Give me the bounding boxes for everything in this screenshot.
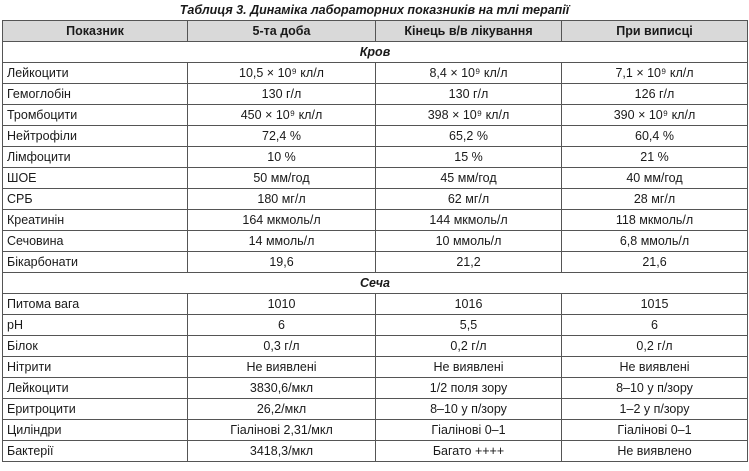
discharge-cell: 40 мм/год (562, 168, 748, 189)
end-iv-cell: 1016 (376, 294, 562, 315)
lab-results-table (2, 20, 748, 462)
discharge-cell: 118 мкмоль/л (562, 210, 748, 231)
discharge-cell: Гіалінові 0–1 (562, 420, 748, 441)
table-row (3, 189, 748, 210)
end-iv-cell: Багато ++++ (376, 441, 562, 462)
table-row (3, 336, 748, 357)
day-5-cell: Гіалінові 2,31/мкл (188, 420, 376, 441)
indicator-cell: Лімфоцити (3, 147, 188, 168)
indicator-cell: Бактерії (3, 441, 188, 462)
discharge-cell: 21,6 (562, 252, 748, 273)
header-discharge: При виписці (562, 21, 748, 42)
discharge-cell: 8–10 у п/зору (562, 378, 748, 399)
table-row (3, 105, 748, 126)
section-title: Сеча (3, 273, 748, 294)
end-iv-cell: 65,2 % (376, 126, 562, 147)
end-iv-cell: 130 г/л (376, 84, 562, 105)
table-row (3, 168, 748, 189)
day-5-cell: 180 мг/л (188, 189, 376, 210)
section-row (3, 273, 748, 294)
table-row (3, 84, 748, 105)
end-iv-cell: 5,5 (376, 315, 562, 336)
header-indicator: Показник (3, 21, 188, 42)
header-row (3, 21, 748, 42)
table-row (3, 231, 748, 252)
indicator-cell: Нейтрофіли (3, 126, 188, 147)
table-row (3, 399, 748, 420)
header-day-5: 5-та доба (188, 21, 376, 42)
indicator-cell: Циліндри (3, 420, 188, 441)
discharge-cell: Не виявлені (562, 357, 748, 378)
end-iv-cell: 62 мг/л (376, 189, 562, 210)
discharge-cell: 21 % (562, 147, 748, 168)
day-5-cell: 26,2/мкл (188, 399, 376, 420)
table-row (3, 252, 748, 273)
discharge-cell: Не виявлено (562, 441, 748, 462)
indicator-cell: СРБ (3, 189, 188, 210)
day-5-cell: 50 мм/год (188, 168, 376, 189)
day-5-cell: 3418,3/мкл (188, 441, 376, 462)
end-iv-cell: 10 ммоль/л (376, 231, 562, 252)
indicator-cell: Тромбоцити (3, 105, 188, 126)
end-iv-cell: 45 мм/год (376, 168, 562, 189)
discharge-cell: 0,2 г/л (562, 336, 748, 357)
table-row (3, 147, 748, 168)
day-5-cell: 72,4 % (188, 126, 376, 147)
day-5-cell: 6 (188, 315, 376, 336)
discharge-cell: 60,4 % (562, 126, 748, 147)
section-title: Кров (3, 42, 748, 63)
discharge-cell: 6 (562, 315, 748, 336)
table-row (3, 441, 748, 462)
day-5-cell: 10,5 × 10⁹ кл/л (188, 63, 376, 84)
day-5-cell: 3830,6/мкл (188, 378, 376, 399)
end-iv-cell: Гіалінові 0–1 (376, 420, 562, 441)
indicator-cell: pH (3, 315, 188, 336)
day-5-cell: 1010 (188, 294, 376, 315)
discharge-cell: 390 × 10⁹ кл/л (562, 105, 748, 126)
day-5-cell: 130 г/л (188, 84, 376, 105)
indicator-cell: Лейкоцити (3, 63, 188, 84)
day-5-cell: 450 × 10⁹ кл/л (188, 105, 376, 126)
indicator-cell: Питома вага (3, 294, 188, 315)
discharge-cell: 6,8 ммоль/л (562, 231, 748, 252)
discharge-cell: 126 г/л (562, 84, 748, 105)
end-iv-cell: 0,2 г/л (376, 336, 562, 357)
indicator-cell: Креатинін (3, 210, 188, 231)
indicator-cell: Гемоглобін (3, 84, 188, 105)
end-iv-cell: 21,2 (376, 252, 562, 273)
indicator-cell: Нітрити (3, 357, 188, 378)
table-row (3, 378, 748, 399)
indicator-cell: Лейкоцити (3, 378, 188, 399)
discharge-cell: 1015 (562, 294, 748, 315)
table-row (3, 315, 748, 336)
discharge-cell: 28 мг/л (562, 189, 748, 210)
table-row (3, 294, 748, 315)
table-body (3, 42, 748, 462)
discharge-cell: 7,1 × 10⁹ кл/л (562, 63, 748, 84)
end-iv-cell: 8,4 × 10⁹ кл/л (376, 63, 562, 84)
table-row (3, 357, 748, 378)
end-iv-cell: 398 × 10⁹ кл/л (376, 105, 562, 126)
table-row (3, 210, 748, 231)
day-5-cell: Не виявлені (188, 357, 376, 378)
section-row (3, 42, 748, 63)
end-iv-cell: Не виявлені (376, 357, 562, 378)
indicator-cell: Еритроцити (3, 399, 188, 420)
table-row (3, 420, 748, 441)
indicator-cell: Білок (3, 336, 188, 357)
end-iv-cell: 144 мкмоль/л (376, 210, 562, 231)
discharge-cell: 1–2 у п/зору (562, 399, 748, 420)
end-iv-cell: 1/2 поля зору (376, 378, 562, 399)
header-end-iv: Кінець в/в лікування (376, 21, 562, 42)
day-5-cell: 19,6 (188, 252, 376, 273)
indicator-cell: Сечовина (3, 231, 188, 252)
indicator-cell: Бікарбонати (3, 252, 188, 273)
day-5-cell: 14 ммоль/л (188, 231, 376, 252)
day-5-cell: 10 % (188, 147, 376, 168)
indicator-cell: ШОЕ (3, 168, 188, 189)
table-header (3, 21, 748, 42)
day-5-cell: 164 мкмоль/л (188, 210, 376, 231)
table-row (3, 126, 748, 147)
end-iv-cell: 15 % (376, 147, 562, 168)
day-5-cell: 0,3 г/л (188, 336, 376, 357)
end-iv-cell: 8–10 у п/зору (376, 399, 562, 420)
table-row (3, 63, 748, 84)
table-caption: Таблиця 3. Динаміка лабораторних показників на тлі терапії (179, 3, 570, 17)
